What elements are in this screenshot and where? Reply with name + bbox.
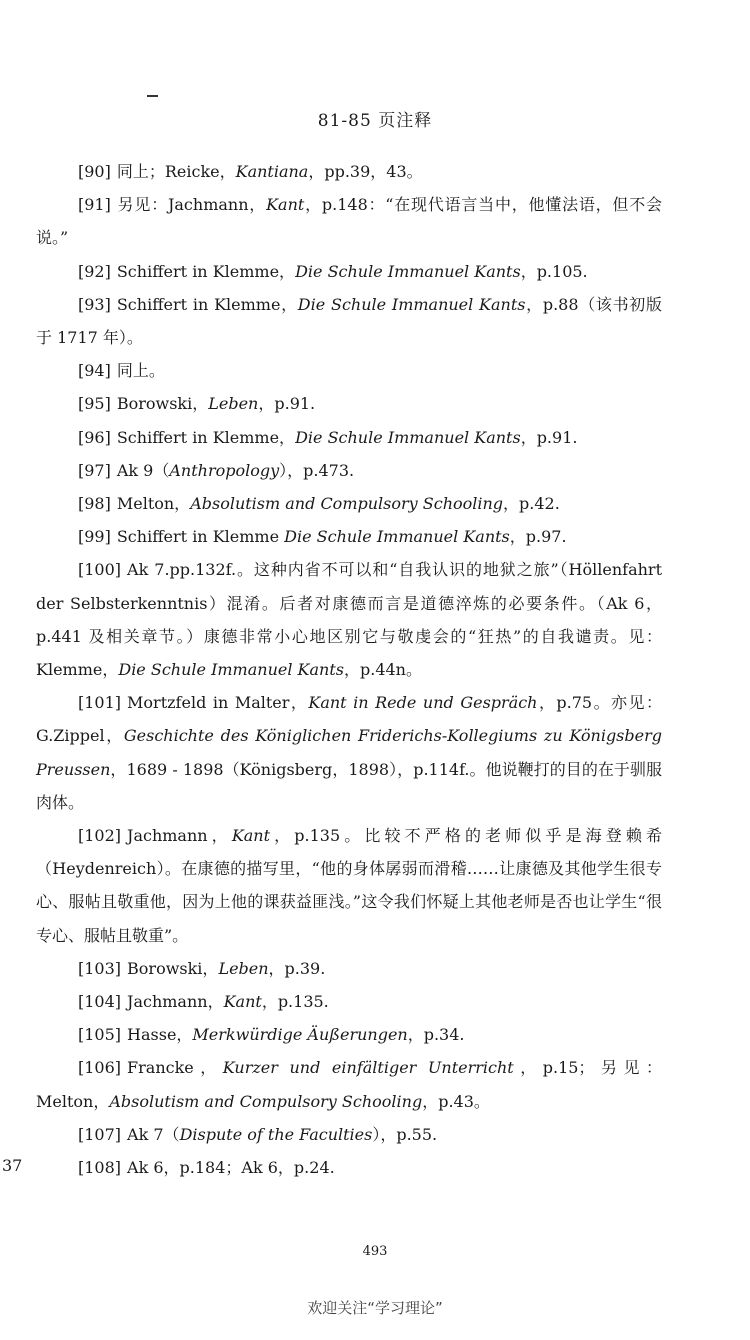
note-number: [98] — [78, 494, 111, 514]
note-title: Kant — [231, 826, 271, 846]
note-text: Francke， — [127, 1058, 223, 1078]
note-text: Ak 7（ — [127, 1124, 180, 1144]
note-title: Leben — [218, 958, 269, 978]
note-94 — [36, 354, 662, 387]
note-title: Kantiana — [235, 162, 309, 181]
note-text: Schiffert in Klemme — [116, 527, 285, 547]
note-text-end: ，1689 - 1898（Königsberg，1898），p.114f.。他说鞭打的目的在于驯服肉体。 — [36, 759, 662, 812]
note-text-end: ，p.135。比较不严格的老师似乎是海登赖希（Heydenreich）。在康德的描写里，“他的身体孱弱而滑稽……让康德及其他学生很专心、服帖且敬重他，因为上他的课获益匪浅。”这令我们怀疑上其他老师是否也让学生“很专心、服帖且敬重”。 — [36, 826, 662, 945]
note-text-end: ，p.39. — [268, 958, 326, 978]
note-number: [90] — [78, 162, 111, 181]
note-text-end: ），p.473. — [279, 460, 355, 480]
note-text: Schiffert in Klemme， — [116, 294, 298, 314]
note-text-end: ，p.135. — [261, 992, 329, 1012]
note-text-end: ，pp.39，43。 — [308, 162, 423, 181]
note-text: 同上。 — [116, 361, 165, 381]
note-105 — [36, 1018, 662, 1051]
note-text: Jachmann， — [127, 826, 232, 846]
page-number: 493 — [362, 1244, 388, 1259]
note-number: [104] — [78, 992, 122, 1012]
note-number: [108] — [78, 1158, 122, 1178]
note-text-end: ，p.44n。 — [343, 660, 422, 680]
note-text-end: ，p.42. — [503, 494, 560, 514]
note-text: Schiffert in Klemme， — [116, 261, 296, 281]
note-title-2: Geschichte des Königlichen Friderichs-Kollegiums zu Königsberg Preussen — [36, 726, 662, 779]
note-number: [103] — [78, 958, 122, 978]
margin-dash-mark — [147, 95, 158, 97]
note-title: Kurzer und einfältiger Unterricht — [222, 1058, 514, 1078]
note-number: [99] — [78, 527, 111, 547]
note-text-end: ，p.91. — [258, 394, 316, 414]
note-text: Melton， — [116, 494, 191, 514]
note-text: Ak 6，p.184；Ak 6，p.24. — [127, 1158, 335, 1178]
note-text-end: ，p.34. — [407, 1025, 465, 1045]
note-number: [106] — [78, 1058, 122, 1078]
note-number: [92] — [78, 261, 111, 281]
note-text: Jachmann， — [127, 992, 224, 1012]
note-95 — [36, 387, 662, 420]
note-text-end: ，p.88（该书初版于 1717 年）。 — [36, 294, 662, 348]
note-number: [107] — [78, 1124, 122, 1144]
note-102 — [36, 819, 662, 952]
note-text-end: ，p.91. — [520, 427, 578, 447]
margin-number: 37 — [2, 1156, 23, 1175]
note-text-mid: ，p.15；另见：Melton， — [36, 1058, 662, 1111]
note-number: [96] — [78, 427, 111, 447]
note-title: Absolutism and Compulsory Schooling — [190, 494, 504, 514]
note-title: Die Schule Immanuel Kants — [297, 294, 526, 314]
note-106 — [36, 1051, 662, 1117]
note-text-end: ，p.97. — [509, 527, 567, 547]
note-title: Dispute of the Faculties — [179, 1124, 373, 1144]
note-101 — [36, 686, 662, 819]
note-text: Hasse， — [127, 1025, 193, 1045]
note-title: Die Schule Immanuel Kants — [295, 261, 521, 281]
note-text: Mortzfeld in Malter， — [127, 693, 309, 713]
note-text-end: ，p.148：“在现代语言当中，他懂法语，但不会说。” — [36, 195, 662, 248]
note-title: Anthropology — [169, 460, 280, 480]
note-text: Ak 9（ — [116, 460, 170, 480]
note-title: Kant in Rede und Gespräch — [308, 693, 538, 713]
note-107 — [36, 1118, 662, 1151]
note-title: Die Schule Immanuel Kants — [118, 660, 344, 680]
note-number: [95] — [78, 394, 111, 414]
note-93 — [36, 288, 662, 354]
note-number: [97] — [78, 460, 111, 480]
note-90 — [36, 155, 662, 188]
note-number: [94] — [78, 361, 111, 381]
note-number: [91] — [78, 195, 111, 215]
note-text-end: ，p.105. — [520, 261, 588, 281]
note-title-2: Absolutism and Compulsory Schooling — [109, 1091, 423, 1111]
note-title: Kant — [266, 195, 305, 215]
note-104 — [36, 985, 662, 1018]
note-number: [100] — [78, 560, 122, 580]
note-text: Borowski， — [116, 394, 209, 414]
note-100 — [36, 553, 662, 686]
note-99 — [36, 520, 662, 553]
note-title: Die Schule Immanuel Kants — [284, 527, 510, 547]
note-title: Die Schule Immanuel Kants — [295, 427, 521, 447]
note-text: Borowski， — [127, 958, 219, 978]
note-title: Leben — [208, 394, 259, 414]
footer-text: 欢迎关注“学习理论” — [307, 1299, 443, 1317]
note-text: Ak 7.pp.132f.。这种内省不可以和“自我认识的地狱之旅”（Höllenfahrt der Selbsterkenntnis）混淆。后者对康德而言是道德淬炼的必要条件。（Ak 6，p.441 及相关章节。）康德非常小心地区别它与敬虔会的“狂热”的自我谴责。见：Klemme， — [36, 560, 662, 680]
note-97 — [36, 454, 662, 487]
note-98 — [36, 487, 662, 520]
note-number: [102] — [78, 826, 122, 846]
note-92 — [36, 255, 662, 288]
note-number: [105] — [78, 1025, 122, 1045]
note-103 — [36, 952, 662, 985]
note-text: 另见：Jachmann， — [116, 195, 267, 215]
note-96 — [36, 421, 662, 454]
notes-list — [36, 155, 662, 1184]
note-title: Kant — [223, 992, 262, 1012]
note-number: [101] — [78, 693, 122, 713]
note-text-mid: ，p.75。亦见：G.Zippel， — [36, 693, 662, 746]
note-text-end: ，p.43。 — [422, 1091, 490, 1111]
note-number: [93] — [78, 294, 111, 314]
note-91 — [36, 188, 662, 254]
note-text: 同上；Reicke， — [116, 162, 236, 181]
note-text-end: ），p.55. — [372, 1124, 438, 1144]
note-text: Schiffert in Klemme， — [116, 427, 296, 447]
page-title: 81-85 页注释 — [317, 111, 433, 131]
note-108 — [36, 1151, 662, 1184]
note-title: Merkwürdige Äußerungen — [192, 1025, 408, 1045]
